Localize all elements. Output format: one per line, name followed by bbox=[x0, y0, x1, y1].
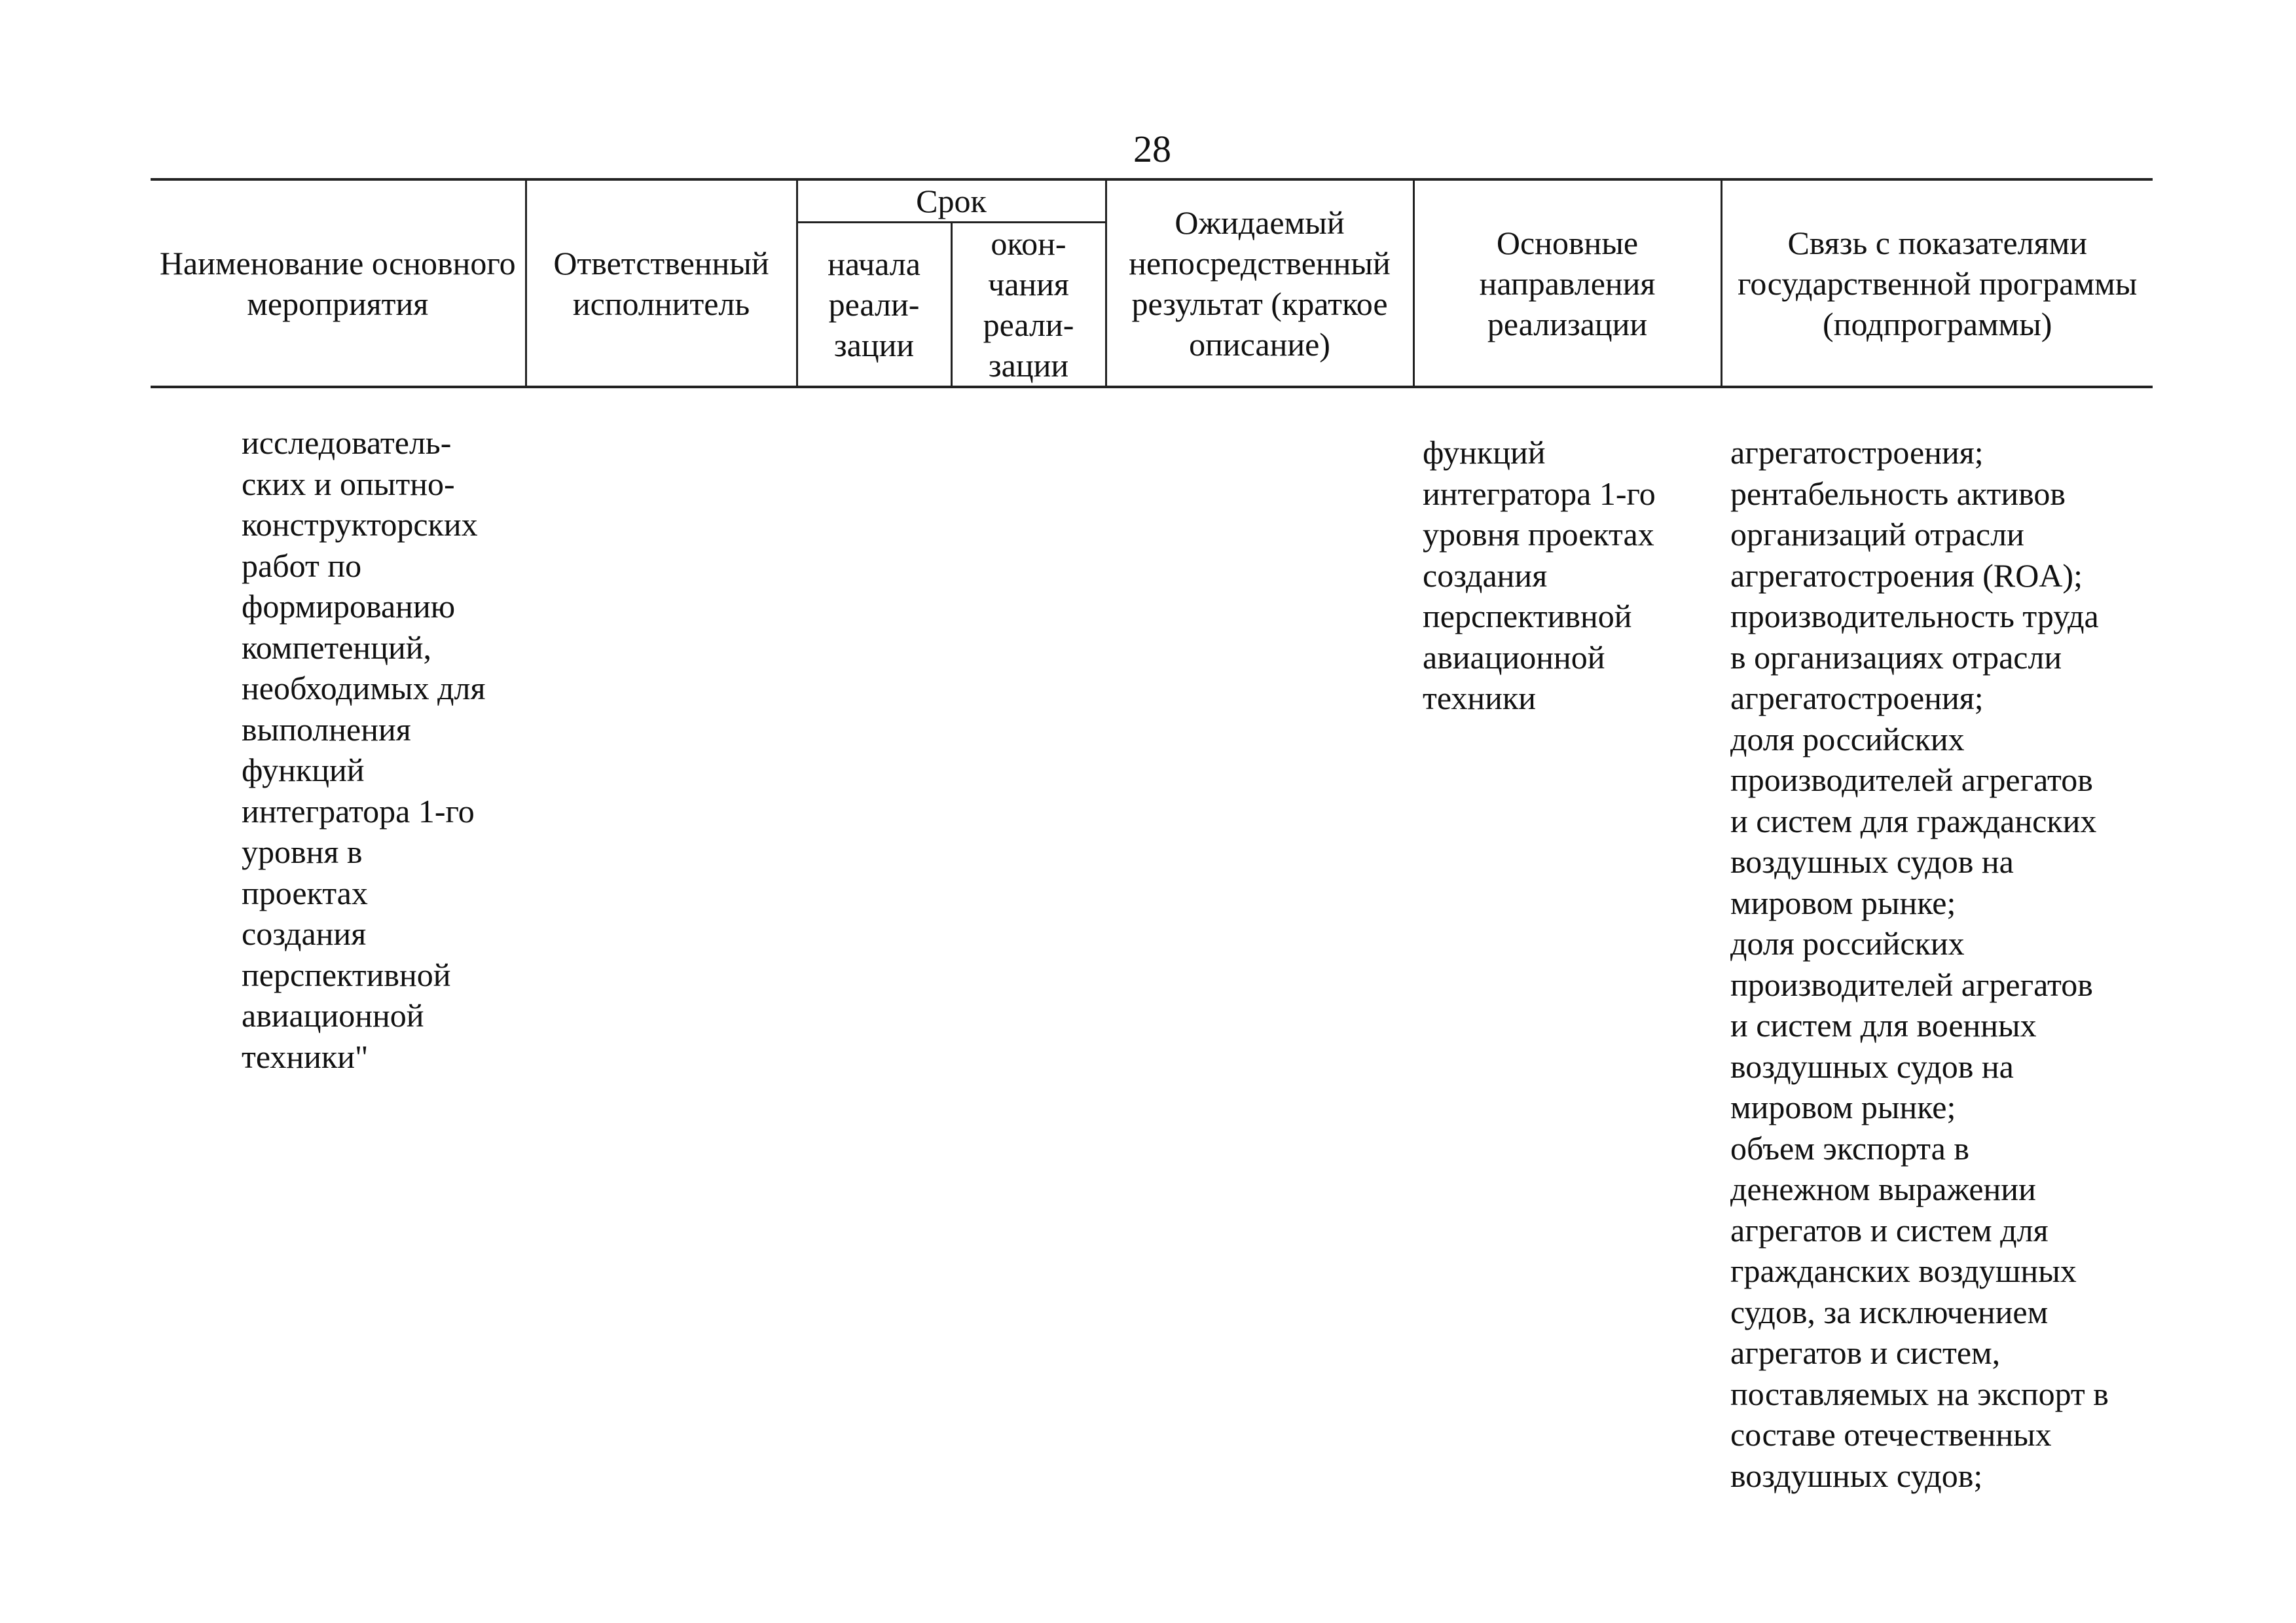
header-link: Связь с показателями государственной программы (подпрограммы) bbox=[1721, 179, 2153, 387]
header-directions: Основные направления реализации bbox=[1413, 179, 1721, 387]
header-term-end: окон-чания реали-зации bbox=[951, 223, 1106, 388]
header-executor: Ответственный исполнитель bbox=[526, 179, 797, 387]
header-term: Срок bbox=[797, 179, 1106, 223]
cell-program-link: агрегатостроения; рентабельность активов организаций отрасли агрегатостроения (ROA); производительность труда в организациях отрасли агрегатостроения; доля российских производителей агрегатов и систем для гражданских воздушных судов на мировом рынке; доля российских производителей агрегатов и систем для военных воздушных судов на мировом рынке; объем экспорта в денежном выражении агрегатов и систем для гражданских воздушных судов, за исключением агрегатов и систем, поставляемых на экспорт в составе отечественных воздушных судов; bbox=[1730, 434, 2109, 1494]
header-term-start: начала реали-зации bbox=[797, 223, 951, 388]
cell-activity-name: исследователь- ских и опытно- конструкторских работ по формированию компетенций, необходимых для выполнения функций интегратора 1-го уровня в проектах создания перспективной авиационной техники" bbox=[242, 424, 486, 1075]
page-number: 28 bbox=[1133, 128, 1171, 170]
header-name: Наименование основного мероприятия bbox=[151, 179, 526, 387]
table-header bbox=[151, 178, 2153, 388]
cell-directions: функций интегратора 1-го уровня проектах создания перспективной авиационной техники bbox=[1423, 434, 1656, 716]
header-result: Ожидаемый непосредственный результат (краткое описание) bbox=[1106, 179, 1413, 387]
